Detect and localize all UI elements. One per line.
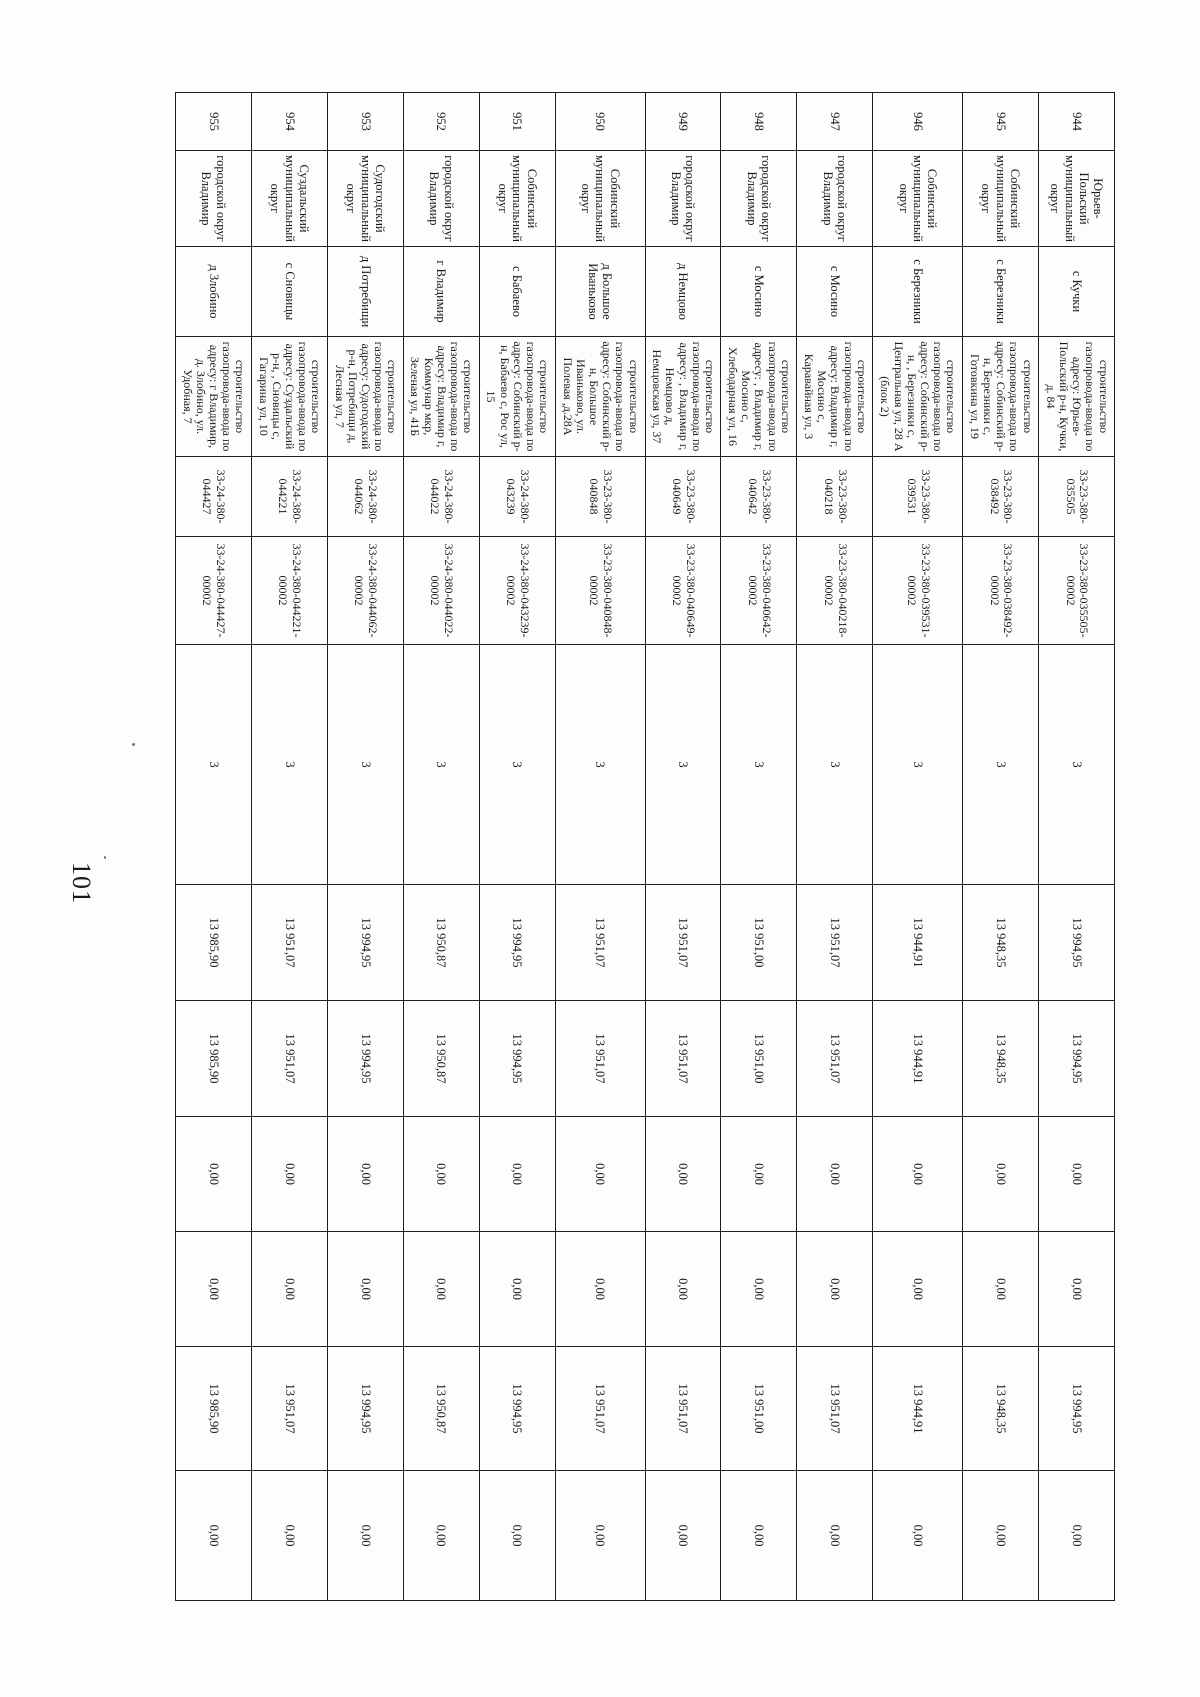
object-subcode-cell: 33-23-380-040642-00002 [721, 537, 797, 645]
district-cell: Судогодский муниципальный округ [327, 151, 403, 247]
amount-cell: 13 994,95 [1039, 1347, 1115, 1471]
scan-speck [132, 743, 135, 746]
quantity-cell: 3 [645, 645, 721, 885]
zero-amount-cell: 0,00 [645, 1471, 721, 1601]
object-subcode-cell: 33-24-380-044221-00002 [251, 537, 327, 645]
object-subcode-cell: 33-23-380-035505-00002 [1039, 537, 1115, 645]
register-rows [176, 93, 1115, 1601]
object-subcode-cell: 33-23-380-040848-00002 [555, 537, 645, 645]
amount-cell: 13 985,90 [176, 1347, 252, 1471]
object-code-cell: 33-23-380-040848 [555, 457, 645, 537]
zero-amount-cell: 0,00 [1039, 1117, 1115, 1232]
object-subcode-cell: 33-23-380-040218-00002 [797, 537, 873, 645]
quantity-cell: 3 [555, 645, 645, 885]
amount-cell: 13 944,91 [873, 1001, 963, 1117]
zero-amount-cell: 0,00 [403, 1232, 479, 1347]
total-amount-cell: 13 994,95 [479, 885, 555, 1001]
amount-cell: 13 948,35 [963, 1001, 1039, 1117]
amount-cell: 13 951,07 [251, 1001, 327, 1117]
object-code-cell: 33-24-380-044427 [176, 457, 252, 537]
amount-cell: 13 994,95 [479, 1001, 555, 1117]
object-subcode-cell: 33-24-380-044062-00002 [327, 537, 403, 645]
table-row [403, 93, 479, 1601]
zero-amount-cell: 0,00 [797, 1117, 873, 1232]
zero-amount-cell: 0,00 [1039, 1232, 1115, 1347]
zero-amount-cell: 0,00 [479, 1471, 555, 1601]
object-code-cell: 33-23-380-039531 [873, 457, 963, 537]
total-amount-cell: 13 951,07 [645, 885, 721, 1001]
object-code-cell: 33-23-380-040218 [797, 457, 873, 537]
table-row [251, 93, 327, 1601]
quantity-cell: 3 [479, 645, 555, 885]
object-code-cell: 33-24-380-043239 [479, 457, 555, 537]
total-amount-cell: 13 951,07 [797, 885, 873, 1001]
object-subcode-cell: 33-24-380-043239-00002 [479, 537, 555, 645]
amount-cell: 13 951,00 [721, 1347, 797, 1471]
amount-cell: 13 950,87 [403, 1347, 479, 1471]
total-amount-cell: 13 948,35 [963, 885, 1039, 1001]
district-cell: Собинский муниципальный округ [963, 151, 1039, 247]
row-number-cell: 948 [721, 93, 797, 151]
object-code-cell: 33-23-380-038492 [963, 457, 1039, 537]
description-cell: строительство газопровода-ввода по адресу: Владимир г, Коммунар мкр, Зеленая ул, 41Б [403, 337, 479, 457]
row-number-cell: 955 [176, 93, 252, 151]
amount-cell: 13 944,91 [873, 1347, 963, 1471]
zero-amount-cell: 0,00 [327, 1232, 403, 1347]
locality-cell: с Мосино [797, 247, 873, 337]
locality-cell: г Владимир [403, 247, 479, 337]
description-cell: строительство газопровода-ввода по адресу: Судогодский р-н, Потребищи д, Лесная ул, 7 [327, 337, 403, 457]
description-cell: строительство газопровода-ввода по адресу: Собинский р-н, Бабаево с, Рос ул, 15 [479, 337, 555, 457]
zero-amount-cell: 0,00 [873, 1117, 963, 1232]
object-code-cell: 33-24-380-044221 [251, 457, 327, 537]
row-number-cell: 953 [327, 93, 403, 151]
locality-cell: с Березники [963, 247, 1039, 337]
district-cell: Собинский муниципальный округ [479, 151, 555, 247]
zero-amount-cell: 0,00 [797, 1471, 873, 1601]
row-number-cell: 946 [873, 93, 963, 151]
district-cell: Собинский муниципальный округ [555, 151, 645, 247]
zero-amount-cell: 0,00 [721, 1117, 797, 1232]
locality-cell: с Мосино [721, 247, 797, 337]
zero-amount-cell: 0,00 [1039, 1471, 1115, 1601]
table-row [479, 93, 555, 1601]
amount-cell: 13 994,95 [327, 1001, 403, 1117]
zero-amount-cell: 0,00 [251, 1232, 327, 1347]
amount-cell: 13 951,00 [721, 1001, 797, 1117]
zero-amount-cell: 0,00 [176, 1232, 252, 1347]
district-cell: Собинский муниципальный округ [873, 151, 963, 247]
amount-cell: 13 948,35 [963, 1347, 1039, 1471]
quantity-cell: 3 [403, 645, 479, 885]
quantity-cell: 3 [963, 645, 1039, 885]
district-cell: городской округ Владимир [403, 151, 479, 247]
scan-speck [104, 856, 106, 859]
total-amount-cell: 13 951,07 [555, 885, 645, 1001]
row-number-cell: 945 [963, 93, 1039, 151]
register-table [175, 92, 1115, 1601]
description-cell: строительство газопровода-ввода по адресу: Юрьев-Польский р-н, Кучки, д. 84 [1039, 337, 1115, 457]
amount-cell: 13 985,90 [176, 1001, 252, 1117]
locality-cell: с Березники [873, 247, 963, 337]
description-cell: строительство газопровода-ввода по адресу: Собинский р-н, , Березники с, Центральная ул, 28 А (блок 2) [873, 337, 963, 457]
object-code-cell: 33-23-380-035505 [1039, 457, 1115, 537]
total-amount-cell: 13 951,07 [251, 885, 327, 1001]
locality-cell: д Немцово [645, 247, 721, 337]
zero-amount-cell: 0,00 [403, 1117, 479, 1232]
total-amount-cell: 13 994,95 [1039, 885, 1115, 1001]
table-row [327, 93, 403, 1601]
object-subcode-cell: 33-23-380-038492-00002 [963, 537, 1039, 645]
district-cell: Суздальский муниципальный округ [251, 151, 327, 247]
amount-cell: 13 951,07 [797, 1001, 873, 1117]
object-subcode-cell: 33-24-380-044022-00002 [403, 537, 479, 645]
description-cell: строительство газопровода-ввода по адресу: , Владимир г, Мосино с, Хлебодарная ул, 16 [721, 337, 797, 457]
quantity-cell: 3 [721, 645, 797, 885]
table-row [721, 93, 797, 1601]
table-row [176, 93, 252, 1601]
description-cell: строительство газопровода-ввода по адресу: г Владимир, д. Злобино, ул. Удобная, 7 [176, 337, 252, 457]
amount-cell: 13 951,07 [251, 1347, 327, 1471]
object-subcode-cell: 33-23-380-039531-00002 [873, 537, 963, 645]
district-cell: городской округ Владимир [645, 151, 721, 247]
row-number-cell: 951 [479, 93, 555, 151]
table-row [1039, 93, 1115, 1601]
zero-amount-cell: 0,00 [873, 1232, 963, 1347]
zero-amount-cell: 0,00 [721, 1232, 797, 1347]
table-row [873, 93, 963, 1601]
table-row [797, 93, 873, 1601]
total-amount-cell: 13 950,87 [403, 885, 479, 1001]
zero-amount-cell: 0,00 [176, 1117, 252, 1232]
object-subcode-cell: 33-24-380-044427-00002 [176, 537, 252, 645]
zero-amount-cell: 0,00 [555, 1471, 645, 1601]
description-cell: строительство газопровода-ввода по адресу: , Владимир г, Немцово д, Немцовская ул, 37 [645, 337, 721, 457]
zero-amount-cell: 0,00 [555, 1232, 645, 1347]
total-amount-cell: 13 994,95 [327, 885, 403, 1001]
zero-amount-cell: 0,00 [797, 1232, 873, 1347]
object-code-cell: 33-23-380-040649 [645, 457, 721, 537]
row-number-cell: 944 [1039, 93, 1115, 151]
amount-cell: 13 951,07 [645, 1001, 721, 1117]
amount-cell: 13 951,07 [797, 1347, 873, 1471]
description-cell: строительство газопровода-ввода по адресу: Суздальский р-н, , Сновицы с, Гагарина ул, 10 [251, 337, 327, 457]
register-table-area [175, 92, 1115, 1600]
zero-amount-cell: 0,00 [963, 1471, 1039, 1601]
row-number-cell: 947 [797, 93, 873, 151]
zero-amount-cell: 0,00 [327, 1117, 403, 1232]
description-cell: строительство газопровода-ввода по адресу: Собинский р-н, Березники с, Готовкина ул, 19 [963, 337, 1039, 457]
zero-amount-cell: 0,00 [645, 1117, 721, 1232]
amount-cell: 13 994,95 [1039, 1001, 1115, 1117]
district-cell: Юрьев-Польский муниципальный округ [1039, 151, 1115, 247]
district-cell: городской округ Владимир [797, 151, 873, 247]
locality-cell: д Большое Иваньково [555, 247, 645, 337]
quantity-cell: 3 [251, 645, 327, 885]
zero-amount-cell: 0,00 [555, 1117, 645, 1232]
row-number-cell: 950 [555, 93, 645, 151]
zero-amount-cell: 0,00 [176, 1471, 252, 1601]
table-row [555, 93, 645, 1601]
amount-cell: 13 951,07 [645, 1347, 721, 1471]
object-code-cell: 33-24-380-044062 [327, 457, 403, 537]
locality-cell: с Бабаево [479, 247, 555, 337]
zero-amount-cell: 0,00 [873, 1471, 963, 1601]
zero-amount-cell: 0,00 [479, 1232, 555, 1347]
zero-amount-cell: 0,00 [963, 1232, 1039, 1347]
quantity-cell: 3 [797, 645, 873, 885]
locality-cell: д Потребищи [327, 247, 403, 337]
quantity-cell: 3 [176, 645, 252, 885]
page-number: 101 [67, 862, 96, 904]
total-amount-cell: 13 985,90 [176, 885, 252, 1001]
locality-cell: с Сновицы [251, 247, 327, 337]
locality-cell: д Злобино [176, 247, 252, 337]
quantity-cell: 3 [873, 645, 963, 885]
amount-cell: 13 951,07 [555, 1001, 645, 1117]
object-code-cell: 33-24-380-044022 [403, 457, 479, 537]
amount-cell: 13 950,87 [403, 1001, 479, 1117]
row-number-cell: 952 [403, 93, 479, 151]
table-row [645, 93, 721, 1601]
total-amount-cell: 13 951,00 [721, 885, 797, 1001]
zero-amount-cell: 0,00 [479, 1117, 555, 1232]
amount-cell: 13 994,95 [479, 1347, 555, 1471]
quantity-cell: 3 [1039, 645, 1115, 885]
row-number-cell: 954 [251, 93, 327, 151]
object-subcode-cell: 33-23-380-040649-00002 [645, 537, 721, 645]
description-cell: строительство газопровода-ввода по адресу: Собинский р-н, Большое Иваньково, ул. Полевая ,д.28А [555, 337, 645, 457]
amount-cell: 13 951,07 [555, 1347, 645, 1471]
zero-amount-cell: 0,00 [251, 1471, 327, 1601]
zero-amount-cell: 0,00 [645, 1232, 721, 1347]
zero-amount-cell: 0,00 [403, 1471, 479, 1601]
zero-amount-cell: 0,00 [251, 1117, 327, 1232]
quantity-cell: 3 [327, 645, 403, 885]
row-number-cell: 949 [645, 93, 721, 151]
locality-cell: с Кучки [1039, 247, 1115, 337]
district-cell: городской округ Владимир [176, 151, 252, 247]
object-code-cell: 33-23-380-040642 [721, 457, 797, 537]
zero-amount-cell: 0,00 [721, 1471, 797, 1601]
amount-cell: 13 994,95 [327, 1347, 403, 1471]
zero-amount-cell: 0,00 [963, 1117, 1039, 1232]
table-row [963, 93, 1039, 1601]
zero-amount-cell: 0,00 [327, 1471, 403, 1601]
district-cell: городской округ Владимир [721, 151, 797, 247]
total-amount-cell: 13 944,91 [873, 885, 963, 1001]
description-cell: строительство газопровода-ввода по адресу: Владимир г, Мосино с, Каравайная ул, 3 [797, 337, 873, 457]
